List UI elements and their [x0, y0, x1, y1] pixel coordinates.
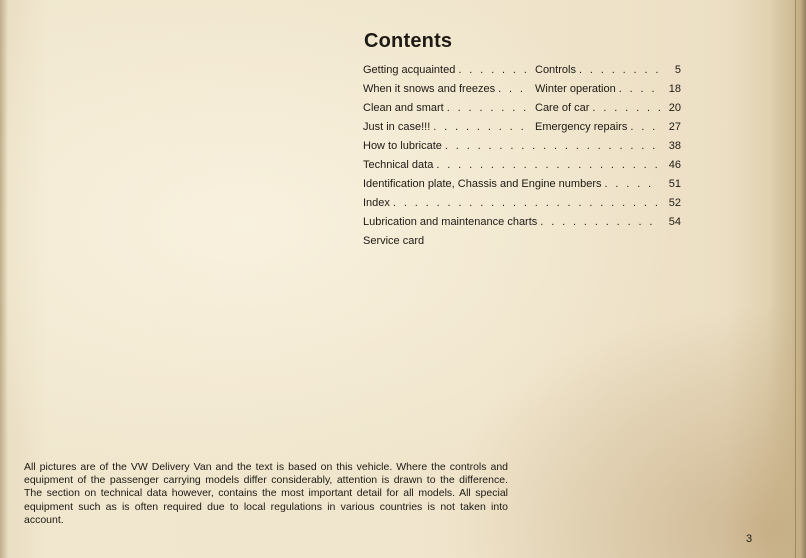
- toc-entry-body: [363, 137, 681, 156]
- toc-row: [363, 61, 681, 80]
- toc-leader-dots: [436, 156, 660, 175]
- toc-entry-body: [363, 156, 681, 175]
- page-number: 3: [746, 533, 753, 545]
- toc-leader-dots: [604, 175, 660, 194]
- toc-leader-dots: [540, 213, 660, 232]
- toc-page-number: 46: [668, 159, 681, 171]
- toc-row: [363, 80, 681, 99]
- page-binding-edge: [768, 0, 806, 558]
- toc-entry-getting-acquainted: [363, 61, 535, 80]
- toc-page-number: 51: [668, 178, 681, 190]
- intro-paragraph: All pictures are of the VW Delivery Van and the text is based on this vehicle. Where the controls and equipment of the passenger carrying models differ considerably, attention is drawn to the difference. The section on technical data however, contains the most important detail for all models. All special equipment such as is often required due to local regulations in various countries is not taken into account.: [24, 461, 508, 526]
- toc-page-number: 5: [674, 64, 681, 76]
- toc-entry-winter-operation: [535, 80, 681, 99]
- toc-leader-dots: [619, 80, 660, 99]
- toc-leader-dots: [592, 99, 660, 118]
- toc-entry-label: When it snows and freezes: [363, 83, 496, 95]
- toc-entry-label: Lubrication and maintenance charts: [363, 216, 538, 228]
- toc-leader-dots: [445, 137, 660, 156]
- toc-entry-body: [363, 194, 681, 213]
- toc-entry-label: Just in case!!!: [363, 121, 431, 133]
- table-of-contents: [363, 61, 681, 251]
- toc-page-number: 52: [668, 197, 681, 209]
- toc-entry-technical-data: [363, 156, 681, 175]
- toc-leader-dots: [630, 118, 660, 137]
- toc-leader-dots: [393, 194, 660, 213]
- toc-entry-label: Index: [363, 197, 390, 209]
- toc-leader-dots: [498, 80, 530, 99]
- toc-entry-label: Clean and smart: [363, 102, 444, 114]
- toc-entry-body: [363, 175, 681, 194]
- toc-page-number: 18: [668, 83, 681, 95]
- toc-entry-care-of-car: [535, 99, 681, 118]
- toc-entry-when-it-snows: [363, 80, 535, 99]
- toc-entry-body: [363, 213, 681, 232]
- toc-entry-label: How to lubricate: [363, 140, 442, 152]
- toc-entry-label: Service card: [363, 235, 425, 247]
- toc-row: [363, 118, 681, 137]
- toc-row: [363, 99, 681, 118]
- page-left-edge: [0, 0, 8, 558]
- toc-entry-label: Controls: [535, 64, 576, 76]
- toc-entry-label: Emergency repairs: [535, 121, 628, 133]
- toc-leader-dots: [433, 118, 530, 137]
- toc-entry-service-card: [363, 232, 681, 251]
- toc-page-number: 54: [668, 216, 681, 228]
- toc-entry-index: [363, 194, 681, 213]
- toc-entry-emergency-repairs: [535, 118, 681, 137]
- toc-entry-label: Care of car: [535, 102, 590, 114]
- toc-entry-clean-and-smart: [363, 99, 535, 118]
- toc-entry-label: Technical data: [363, 159, 434, 171]
- toc-leader-dots: [458, 61, 530, 80]
- toc-entry-lubrication-charts: [363, 213, 681, 232]
- toc-entry-label: Identification plate, Chassis and Engine numbers: [363, 178, 602, 190]
- toc-entry-controls: [535, 61, 681, 80]
- toc-entry-label: Winter operation: [535, 83, 616, 95]
- toc-leader-dots: [579, 61, 660, 80]
- toc-page-number: 20: [668, 102, 681, 114]
- toc-entry-identification-plate: [363, 175, 681, 194]
- page-title: Contents: [364, 30, 453, 52]
- toc-leader-dots: [447, 99, 530, 118]
- toc-page-number: 38: [668, 140, 681, 152]
- toc-entry-how-to-lubricate: [363, 137, 681, 156]
- toc-entry-label: Getting acquainted: [363, 64, 456, 76]
- toc-page-number: 27: [668, 121, 681, 133]
- toc-entry-just-in-case: [363, 118, 535, 137]
